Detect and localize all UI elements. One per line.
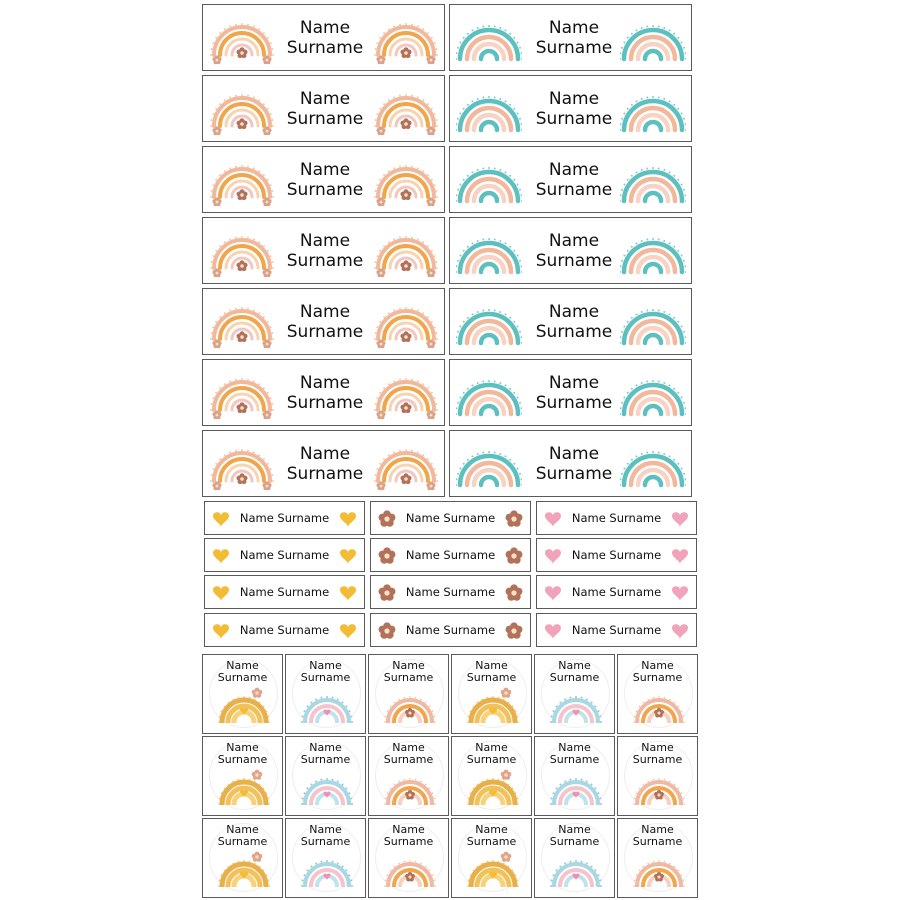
pink-heart-icon <box>543 621 563 641</box>
label-name-text <box>520 218 628 283</box>
square-name-label <box>534 654 615 734</box>
square-name-label <box>617 736 698 816</box>
rainbow-right-icon <box>620 155 686 207</box>
surname-line: Surname <box>549 753 600 766</box>
square-name-label <box>368 654 449 734</box>
rainbow-right-icon <box>373 297 439 349</box>
square-name-label <box>368 818 449 898</box>
label-name-text <box>277 289 373 354</box>
label-name-text <box>277 218 373 283</box>
name-line: Name <box>299 88 351 109</box>
small-name-label <box>370 538 531 572</box>
peach-rainbow-icon <box>632 767 686 805</box>
surname-line: Surname <box>535 108 613 129</box>
label-name-text <box>618 660 697 684</box>
rainbow-left-icon <box>456 13 522 65</box>
label-name-text <box>286 660 365 684</box>
brown-flower-icon <box>504 621 524 641</box>
surname-line: Surname <box>300 835 351 848</box>
label-name-text: Name Surname <box>571 585 662 599</box>
name-line: Name <box>641 659 674 672</box>
square-name-label <box>285 654 366 734</box>
label-name-text <box>277 431 373 496</box>
name-line: Name <box>226 741 259 754</box>
surname-line: Surname <box>535 250 613 271</box>
yellow-heart-icon <box>211 509 231 529</box>
surname-line: Surname <box>466 835 517 848</box>
brown-flower-icon <box>377 509 397 529</box>
label-name-text: Name Surname <box>571 623 662 637</box>
rainbow-right-icon <box>373 84 439 136</box>
yellow-heart-icon <box>338 546 358 566</box>
label-name-text <box>286 742 365 766</box>
large-name-label <box>449 359 692 426</box>
brown-flower-icon <box>377 621 397 641</box>
peach-rainbow-icon <box>632 685 686 723</box>
rainbow-right-icon <box>373 368 439 420</box>
brown-flower-icon <box>377 583 397 603</box>
square-name-label <box>368 736 449 816</box>
label-name-text <box>618 824 697 848</box>
name-line: Name <box>548 301 600 322</box>
rainbow-left-icon <box>209 439 275 491</box>
small-name-label <box>370 575 531 609</box>
name-line: Name <box>392 741 425 754</box>
name-line: Name <box>299 17 351 38</box>
large-name-label <box>202 4 445 71</box>
label-name-text <box>535 660 614 684</box>
brown-flower-icon <box>504 546 524 566</box>
large-name-label <box>202 217 445 284</box>
name-line: Name <box>299 372 351 393</box>
rainbow-right-icon <box>620 13 686 65</box>
square-name-label <box>534 818 615 898</box>
small-name-label <box>204 613 365 647</box>
small-name-label <box>536 575 697 609</box>
name-line: Name <box>475 823 508 836</box>
name-line: Name <box>299 443 351 464</box>
surname-line: Surname <box>217 835 268 848</box>
blue-pink-rainbow-icon <box>549 685 603 723</box>
surname-line: Surname <box>535 463 613 484</box>
label-name-text <box>369 660 448 684</box>
yellow-heart-icon <box>211 546 231 566</box>
rainbow-left-icon <box>456 155 522 207</box>
label-name-text <box>369 824 448 848</box>
label-name-text <box>203 660 282 684</box>
label-sheet <box>202 4 698 898</box>
name-line: Name <box>226 823 259 836</box>
surname-line: Surname <box>286 321 364 342</box>
large-name-label <box>449 288 692 355</box>
small-name-label <box>204 575 365 609</box>
name-line: Name <box>558 741 591 754</box>
name-line: Name <box>548 88 600 109</box>
surname-line: Surname <box>535 392 613 413</box>
rainbow-left-icon <box>456 226 522 278</box>
name-line: Name <box>299 301 351 322</box>
blue-pink-rainbow-icon <box>300 685 354 723</box>
square-name-label <box>451 818 532 898</box>
peach-rainbow-icon <box>383 685 437 723</box>
name-line: Name <box>392 823 425 836</box>
blue-pink-rainbow-icon <box>549 849 603 887</box>
pink-heart-icon <box>543 583 563 603</box>
rainbow-left-icon <box>456 368 522 420</box>
rainbow-left-icon <box>209 297 275 349</box>
rainbow-left-icon <box>209 13 275 65</box>
large-name-label <box>202 288 445 355</box>
label-name-text <box>520 147 628 212</box>
rainbow-left-icon <box>209 368 275 420</box>
blue-pink-rainbow-icon <box>300 849 354 887</box>
pink-heart-icon <box>670 583 690 603</box>
peach-rainbow-icon <box>383 767 437 805</box>
square-name-label <box>202 736 283 816</box>
yellow-heart-icon <box>338 621 358 641</box>
name-line: Name <box>299 159 351 180</box>
label-name-text <box>286 824 365 848</box>
blue-pink-rainbow-icon <box>549 767 603 805</box>
large-name-label <box>202 359 445 426</box>
name-line: Name <box>309 741 342 754</box>
square-name-label <box>202 654 283 734</box>
label-name-text: Name Surname <box>239 511 330 525</box>
surname-line: Surname <box>466 671 517 684</box>
name-line: Name <box>299 230 351 251</box>
pink-heart-icon <box>670 509 690 529</box>
label-name-text <box>277 76 373 141</box>
pink-heart-icon <box>543 509 563 529</box>
surname-line: Surname <box>300 671 351 684</box>
surname-line: Surname <box>286 37 364 58</box>
surname-line: Surname <box>535 321 613 342</box>
square-name-label <box>285 736 366 816</box>
surname-line: Surname <box>286 250 364 271</box>
label-name-text <box>369 742 448 766</box>
rainbow-left-icon <box>456 297 522 349</box>
large-name-label <box>202 430 445 497</box>
large-name-label <box>449 430 692 497</box>
yellow-heart-icon <box>211 621 231 641</box>
label-name-text: Name Surname <box>571 511 662 525</box>
mustard-rainbow-icon <box>217 849 271 887</box>
rainbow-right-icon <box>373 155 439 207</box>
name-line: Name <box>641 823 674 836</box>
small-name-label <box>536 538 697 572</box>
rainbow-right-icon <box>373 439 439 491</box>
pink-heart-icon <box>670 621 690 641</box>
surname-line: Surname <box>217 671 268 684</box>
name-line: Name <box>475 659 508 672</box>
label-name-text <box>452 742 531 766</box>
square-name-label <box>617 818 698 898</box>
rainbow-right-icon <box>620 368 686 420</box>
surname-line: Surname <box>383 753 434 766</box>
label-name-text <box>520 5 628 70</box>
small-name-label <box>204 501 365 535</box>
surname-line: Surname <box>286 179 364 200</box>
pink-heart-icon <box>670 546 690 566</box>
surname-line: Surname <box>300 753 351 766</box>
name-line: Name <box>558 823 591 836</box>
label-name-text: Name Surname <box>405 585 496 599</box>
rainbow-right-icon <box>620 226 686 278</box>
large-name-label <box>449 146 692 213</box>
surname-line: Surname <box>632 671 683 684</box>
label-name-text <box>618 742 697 766</box>
rainbow-left-icon <box>209 155 275 207</box>
surname-line: Surname <box>632 753 683 766</box>
mustard-rainbow-icon <box>466 767 520 805</box>
mustard-rainbow-icon <box>466 849 520 887</box>
label-name-text <box>535 742 614 766</box>
small-name-label <box>204 538 365 572</box>
large-name-label <box>449 75 692 142</box>
mustard-rainbow-icon <box>466 685 520 723</box>
label-name-text: Name Surname <box>571 548 662 562</box>
label-name-text: Name Surname <box>405 623 496 637</box>
brown-flower-icon <box>377 546 397 566</box>
label-name-text: Name Surname <box>405 548 496 562</box>
rainbow-right-icon <box>620 84 686 136</box>
pink-heart-icon <box>543 546 563 566</box>
surname-line: Surname <box>549 671 600 684</box>
name-line: Name <box>226 659 259 672</box>
surname-line: Surname <box>286 108 364 129</box>
name-line: Name <box>548 230 600 251</box>
name-line: Name <box>548 159 600 180</box>
mustard-rainbow-icon <box>217 767 271 805</box>
mustard-rainbow-icon <box>217 685 271 723</box>
label-name-text: Name Surname <box>239 548 330 562</box>
label-name-text <box>277 147 373 212</box>
yellow-heart-icon <box>338 583 358 603</box>
square-name-label <box>451 654 532 734</box>
rainbow-left-icon <box>209 84 275 136</box>
brown-flower-icon <box>504 583 524 603</box>
surname-line: Surname <box>383 671 434 684</box>
name-line: Name <box>475 741 508 754</box>
label-name-text <box>277 5 373 70</box>
yellow-heart-icon <box>338 509 358 529</box>
blue-pink-rainbow-icon <box>300 767 354 805</box>
surname-line: Surname <box>535 37 613 58</box>
label-name-text: Name Surname <box>405 511 496 525</box>
label-name-text: Name Surname <box>239 585 330 599</box>
name-line: Name <box>548 443 600 464</box>
name-line: Name <box>309 659 342 672</box>
name-line: Name <box>392 659 425 672</box>
yellow-heart-icon <box>211 583 231 603</box>
rainbow-right-icon <box>620 439 686 491</box>
large-name-label <box>449 4 692 71</box>
rainbow-right-icon <box>620 297 686 349</box>
name-line: Name <box>548 372 600 393</box>
rainbow-left-icon <box>456 439 522 491</box>
label-name-text <box>520 76 628 141</box>
surname-line: Surname <box>286 463 364 484</box>
rainbow-left-icon <box>456 84 522 136</box>
square-name-label <box>534 736 615 816</box>
surname-line: Surname <box>286 392 364 413</box>
rainbow-right-icon <box>373 226 439 278</box>
label-name-text <box>520 289 628 354</box>
small-name-label <box>536 501 697 535</box>
small-name-label <box>370 613 531 647</box>
peach-rainbow-icon <box>632 849 686 887</box>
label-name-text <box>520 431 628 496</box>
label-name-text <box>452 824 531 848</box>
label-name-text <box>203 824 282 848</box>
name-line: Name <box>309 823 342 836</box>
rainbow-right-icon <box>373 13 439 65</box>
name-line: Name <box>558 659 591 672</box>
large-name-label <box>449 217 692 284</box>
peach-rainbow-icon <box>383 849 437 887</box>
surname-line: Surname <box>466 753 517 766</box>
label-name-text <box>535 824 614 848</box>
name-line: Name <box>548 17 600 38</box>
square-name-label <box>617 654 698 734</box>
surname-line: Surname <box>383 835 434 848</box>
rainbow-left-icon <box>209 226 275 278</box>
large-name-label <box>202 75 445 142</box>
surname-line: Surname <box>549 835 600 848</box>
name-line: Name <box>641 741 674 754</box>
small-name-label <box>370 501 531 535</box>
brown-flower-icon <box>504 509 524 529</box>
surname-line: Surname <box>217 753 268 766</box>
square-name-label <box>285 818 366 898</box>
surname-line: Surname <box>632 835 683 848</box>
small-name-label <box>536 613 697 647</box>
label-name-text <box>203 742 282 766</box>
surname-line: Surname <box>535 179 613 200</box>
square-name-label <box>451 736 532 816</box>
square-name-label <box>202 818 283 898</box>
label-name-text <box>520 360 628 425</box>
label-name-text <box>277 360 373 425</box>
label-name-text <box>452 660 531 684</box>
label-name-text: Name Surname <box>239 623 330 637</box>
large-name-label <box>202 146 445 213</box>
